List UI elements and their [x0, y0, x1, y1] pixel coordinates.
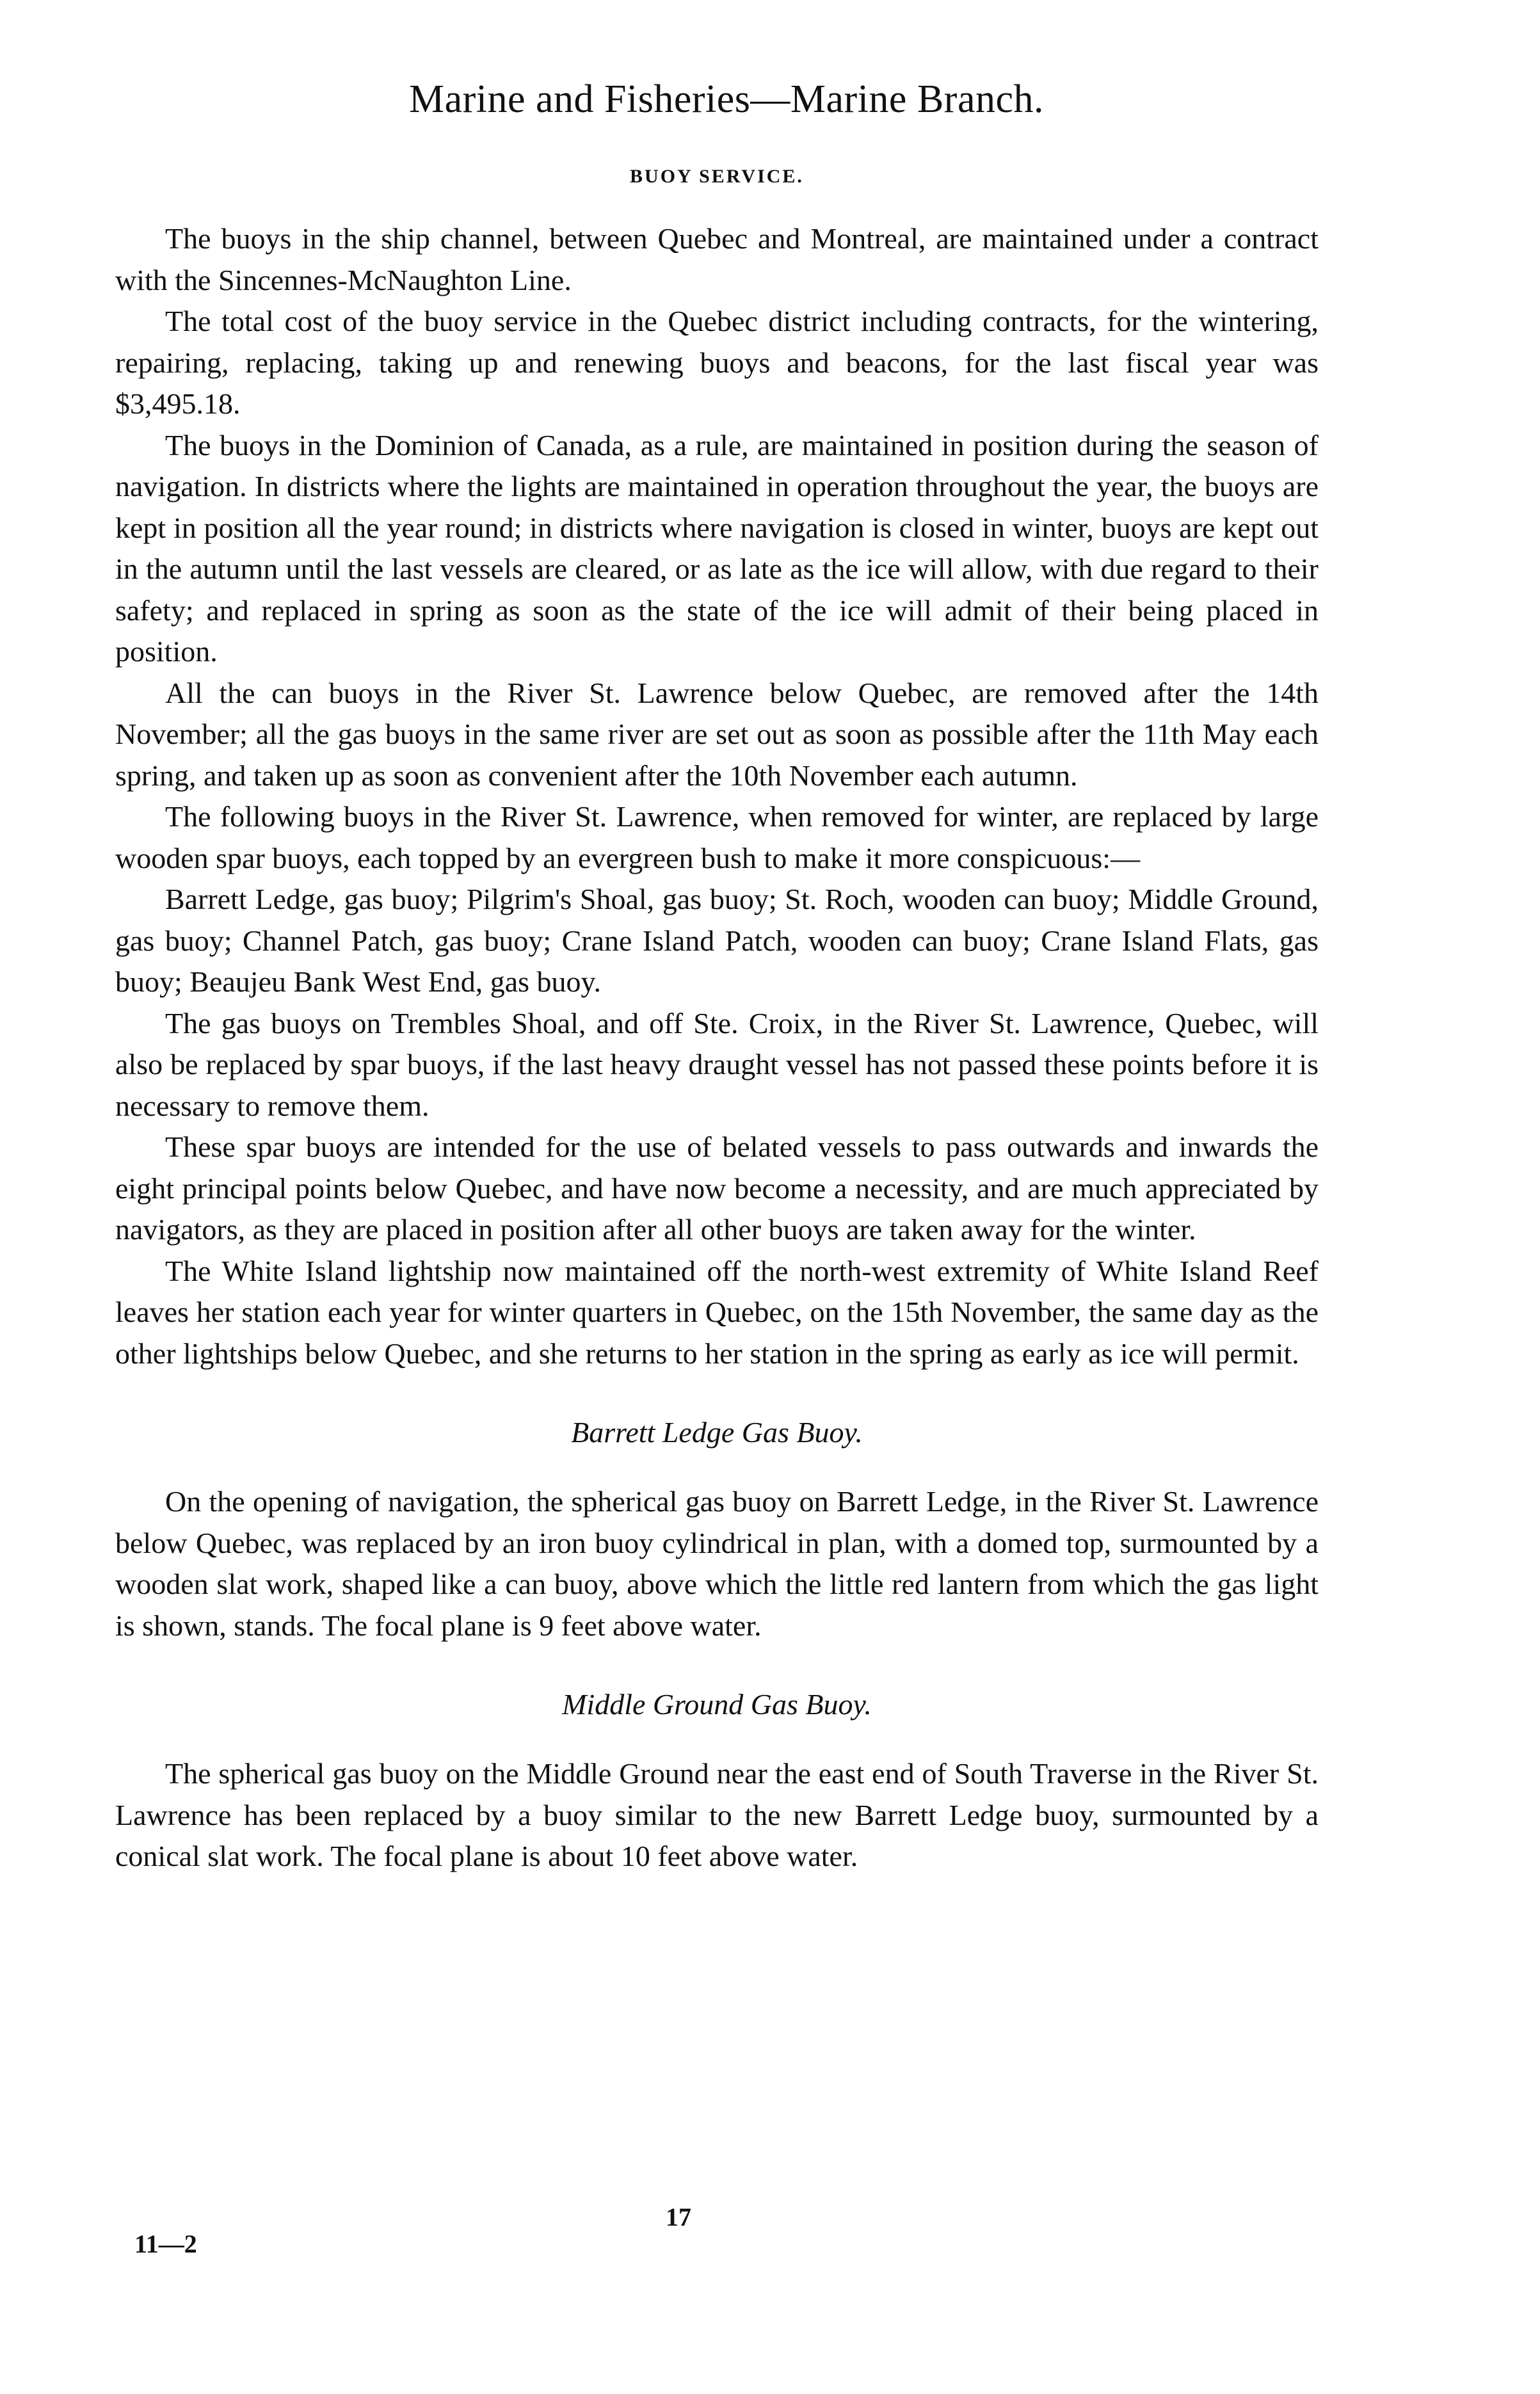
- paragraph-spar-buoy-replacement: The following buoys in the River St. Lawrence, when removed for winter, are replaced by large wooden spar buoys, each topped by an evergreen bush to make it more conspicuous:—: [115, 800, 1319, 874]
- paragraph-ship-channel: The buoys in the ship channel, between Quebec and Montreal, are maintained under a contract with the Sincennes-McNaughton Line.: [115, 222, 1319, 296]
- subheading-barrett-ledge: Barrett Ledge Gas Buoy.: [571, 1416, 863, 1449]
- paragraph-middle-ground: The spherical gas buoy on the Middle Ground near the east end of South Traverse in the River St. Lawrence has been replaced by a buoy similar to the new Barrett Ledge buoy, surmounted by a conical slat work. The focal plane is about 10 feet above water.: [115, 1757, 1319, 1872]
- paragraph-buoy-list: Barrett Ledge, gas buoy; Pilgrim's Shoal, gas buoy; St. Roch, wooden can buoy; Middle Ground, gas buoy; Channel Patch, gas buoy; Crane Island Patch, wooden can buoy; Crane Island Flats, gas buoy; Beaujeu Bank West End, gas buoy.: [115, 883, 1319, 998]
- signature-mark: 11—2: [134, 2229, 197, 2258]
- paragraph-dominion-buoys: The buoys in the Dominion of Canada, as a rule, are maintained in position during the season of navigation. In districts where the lights are maintained in operation throughout the year, the buoys are kept in position all the year round; in districts where navigation is closed in winter, buoys are kept out in the autumn until the last vessels are cleared, or as late as the ice will allow, with due regard to their safety; and replaced in spring as soon as the state of the ice will admit of their being placed in position.: [115, 428, 1319, 668]
- paragraph-white-island-lightship: The White Island lightship now maintained off the north-west extremity of White Island Reef leaves her station each year for winter quarters in Quebec, on the 15th November, the same day as the other lightships below Quebec, and she returns to her station in the spring as early as ice will permit.: [115, 1254, 1319, 1370]
- section-heading-buoy-service: BUOY SERVICE.: [630, 166, 804, 187]
- paragraph-barrett-ledge: On the opening of navigation, the spherical gas buoy on Barrett Ledge, in the River St. Lawrence below Quebec, was replaced by an iron buoy cylindrical in plan, with a domed top, surmounted by a wooden slat work, shaped like a can buoy, above which the little red lantern from which the gas light is shown, stands. The focal plane is 9 feet above water.: [115, 1485, 1319, 1642]
- paragraph-spar-buoys-purpose: These spar buoys are intended for the use of belated vessels to pass outwards and inwards the eight principal points below Quebec, and have now become a necessity, and are much appreciated by navigators, as they are placed in position after all other buoys are taken away for the winter.: [115, 1130, 1319, 1246]
- subheading-middle-ground: Middle Ground Gas Buoy.: [562, 1688, 872, 1721]
- page-number: 17: [666, 2203, 691, 2231]
- paragraph-total-cost: The total cost of the buoy service in the Quebec district including contracts, for the wintering, repairing, replacing, taking up and renewing buoys and beacons, for the last fiscal year was $3,495.18.: [115, 305, 1319, 420]
- page-footer: [0, 2202, 1540, 2258]
- document-page: [115, 77, 1319, 1877]
- running-title: Marine and Fisheries—Marine Branch.: [408, 77, 1044, 121]
- paragraph-trembles-shoal: The gas buoys on Trembles Shoal, and off Ste. Croix, in the River St. Lawrence, Quebec, will also be replaced by spar buoys, if the last heavy draught vessel has not passed these points before it is necessary to remove them.: [115, 1006, 1319, 1122]
- paragraph-can-buoys-removal: All the can buoys in the River St. Lawrence below Quebec, are removed after the 14th November; all the gas buoys in the same river are set out as soon as possible after the 11th May each spring, and taken up as soon as convenient after the 10th November each autumn.: [115, 676, 1319, 792]
